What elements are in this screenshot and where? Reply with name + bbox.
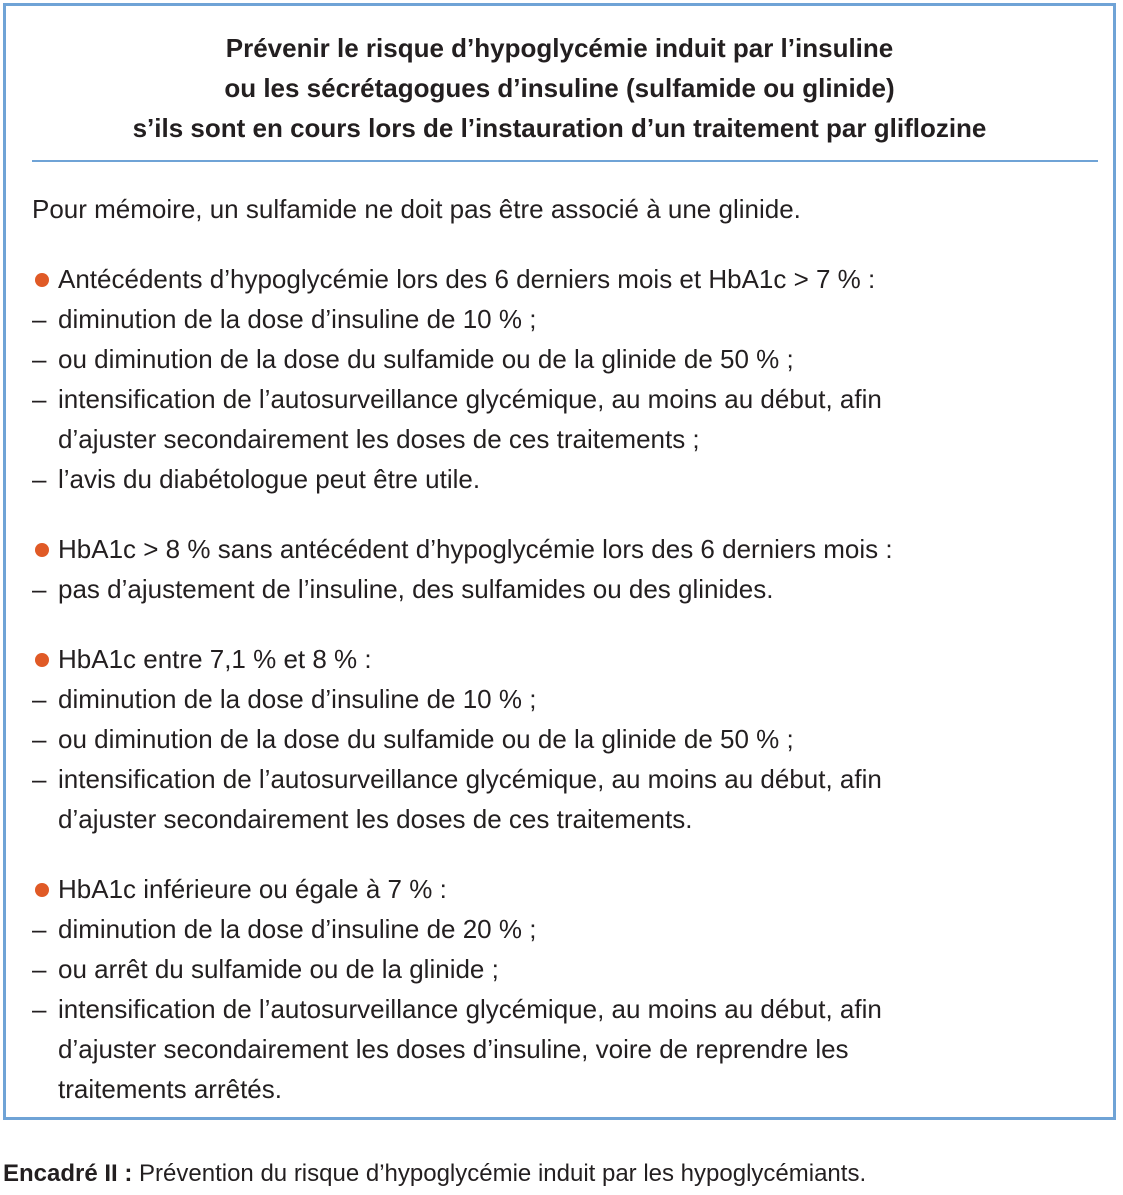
dash-marker: – (32, 684, 47, 714)
criteria-heading-text: Antécédents d’hypoglycémie lors des 6 derniers mois et HbA1c > 7 % : (58, 264, 876, 294)
criteria-heading (32, 529, 1107, 569)
list-item-text: traitements arrêtés. (58, 1074, 282, 1104)
list-item (32, 909, 1107, 949)
list-item-continuation (32, 799, 1107, 839)
list-item-text: d’ajuster secondairement les doses de ces traitements ; (58, 424, 700, 454)
box-title-line: s’ils sont en cours lors de l’instauration d’un traitement par gliflozine (132, 113, 987, 143)
list-item (32, 989, 1107, 1029)
dash-marker: – (32, 914, 47, 944)
dash-marker: – (32, 574, 47, 604)
list-item-text: diminution de la dose d’insuline de 10 % ; (58, 304, 537, 334)
list-item-continuation (32, 1029, 1107, 1069)
list-item-text: intensification de l’autosurveillance glycémique, au moins au début, afin (58, 384, 882, 414)
list-item (32, 299, 1107, 339)
list-item-continuation (32, 419, 1107, 459)
dash-marker: – (32, 464, 47, 494)
box-title-line: ou les sécrétagogues d’insuline (sulfamide ou glinide) (224, 73, 895, 103)
dash-marker: – (32, 384, 47, 414)
criteria-section (32, 259, 1107, 499)
caption-label: Encadré II : (3, 1160, 133, 1187)
list-item-text: d’ajuster secondairement les doses d’insuline, voire de reprendre les (58, 1034, 849, 1064)
list-item (32, 569, 1107, 609)
list-item-continuation (32, 1069, 1107, 1109)
list-item (32, 379, 1107, 419)
box-content (32, 189, 1107, 1109)
list-item-text: pas d’ajustement de l’insuline, des sulfamides ou des glinides. (58, 574, 774, 604)
bullet-dot-icon (35, 653, 49, 667)
figure-caption (3, 1158, 866, 1190)
caption-text: Prévention du risque d’hypoglycémie induit par les hypoglycémiants. (132, 1160, 867, 1187)
dash-marker: – (32, 724, 47, 754)
list-item-text: diminution de la dose d’insuline de 20 % ; (58, 914, 537, 944)
list-item-text: ou diminution de la dose du sulfamide ou de la glinide de 50 % ; (58, 724, 794, 754)
criteria-heading-text: HbA1c inférieure ou égale à 7 % : (58, 874, 447, 904)
list-item (32, 949, 1107, 989)
list-item (32, 459, 1107, 499)
dash-marker: – (32, 764, 47, 794)
title-divider (32, 160, 1098, 162)
bullet-dot-icon (35, 543, 49, 557)
bullet-dot-icon (35, 883, 49, 897)
dash-marker: – (32, 954, 47, 984)
intro-text: Pour mémoire, un sulfamide ne doit pas être associé à une glinide. (32, 194, 801, 224)
dash-marker: – (32, 344, 47, 374)
criteria-section (32, 869, 1107, 1109)
list-item (32, 719, 1107, 759)
list-item-text: intensification de l’autosurveillance glycémique, au moins au début, afin (58, 994, 882, 1024)
criteria-section (32, 529, 1107, 609)
dash-marker: – (32, 304, 47, 334)
list-item-text: diminution de la dose d’insuline de 10 % ; (58, 684, 537, 714)
dash-marker: – (32, 994, 47, 1024)
criteria-heading (32, 259, 1107, 299)
criteria-heading-text: HbA1c > 8 % sans antécédent d’hypoglycémie lors des 6 derniers mois : (58, 534, 893, 564)
criteria-heading (32, 639, 1107, 679)
criteria-section (32, 639, 1107, 839)
list-item (32, 759, 1107, 799)
bullet-dot-icon (35, 273, 49, 287)
list-item-text: ou arrêt du sulfamide ou de la glinide ; (58, 954, 499, 984)
box-title-line: Prévenir le risque d’hypoglycémie induit par l’insuline (225, 33, 894, 63)
box-title (6, 28, 1113, 148)
list-item-text: ou diminution de la dose du sulfamide ou de la glinide de 50 % ; (58, 344, 794, 374)
list-item (32, 339, 1107, 379)
criteria-heading-text: HbA1c entre 7,1 % et 8 % : (58, 644, 372, 674)
list-item-text: intensification de l’autosurveillance glycémique, au moins au début, afin (58, 764, 882, 794)
criteria-heading (32, 869, 1107, 909)
list-item (32, 679, 1107, 719)
list-item-text: d’ajuster secondairement les doses de ces traitements. (58, 804, 693, 834)
list-item-text: l’avis du diabétologue peut être utile. (58, 464, 481, 494)
info-box (3, 3, 1116, 1120)
